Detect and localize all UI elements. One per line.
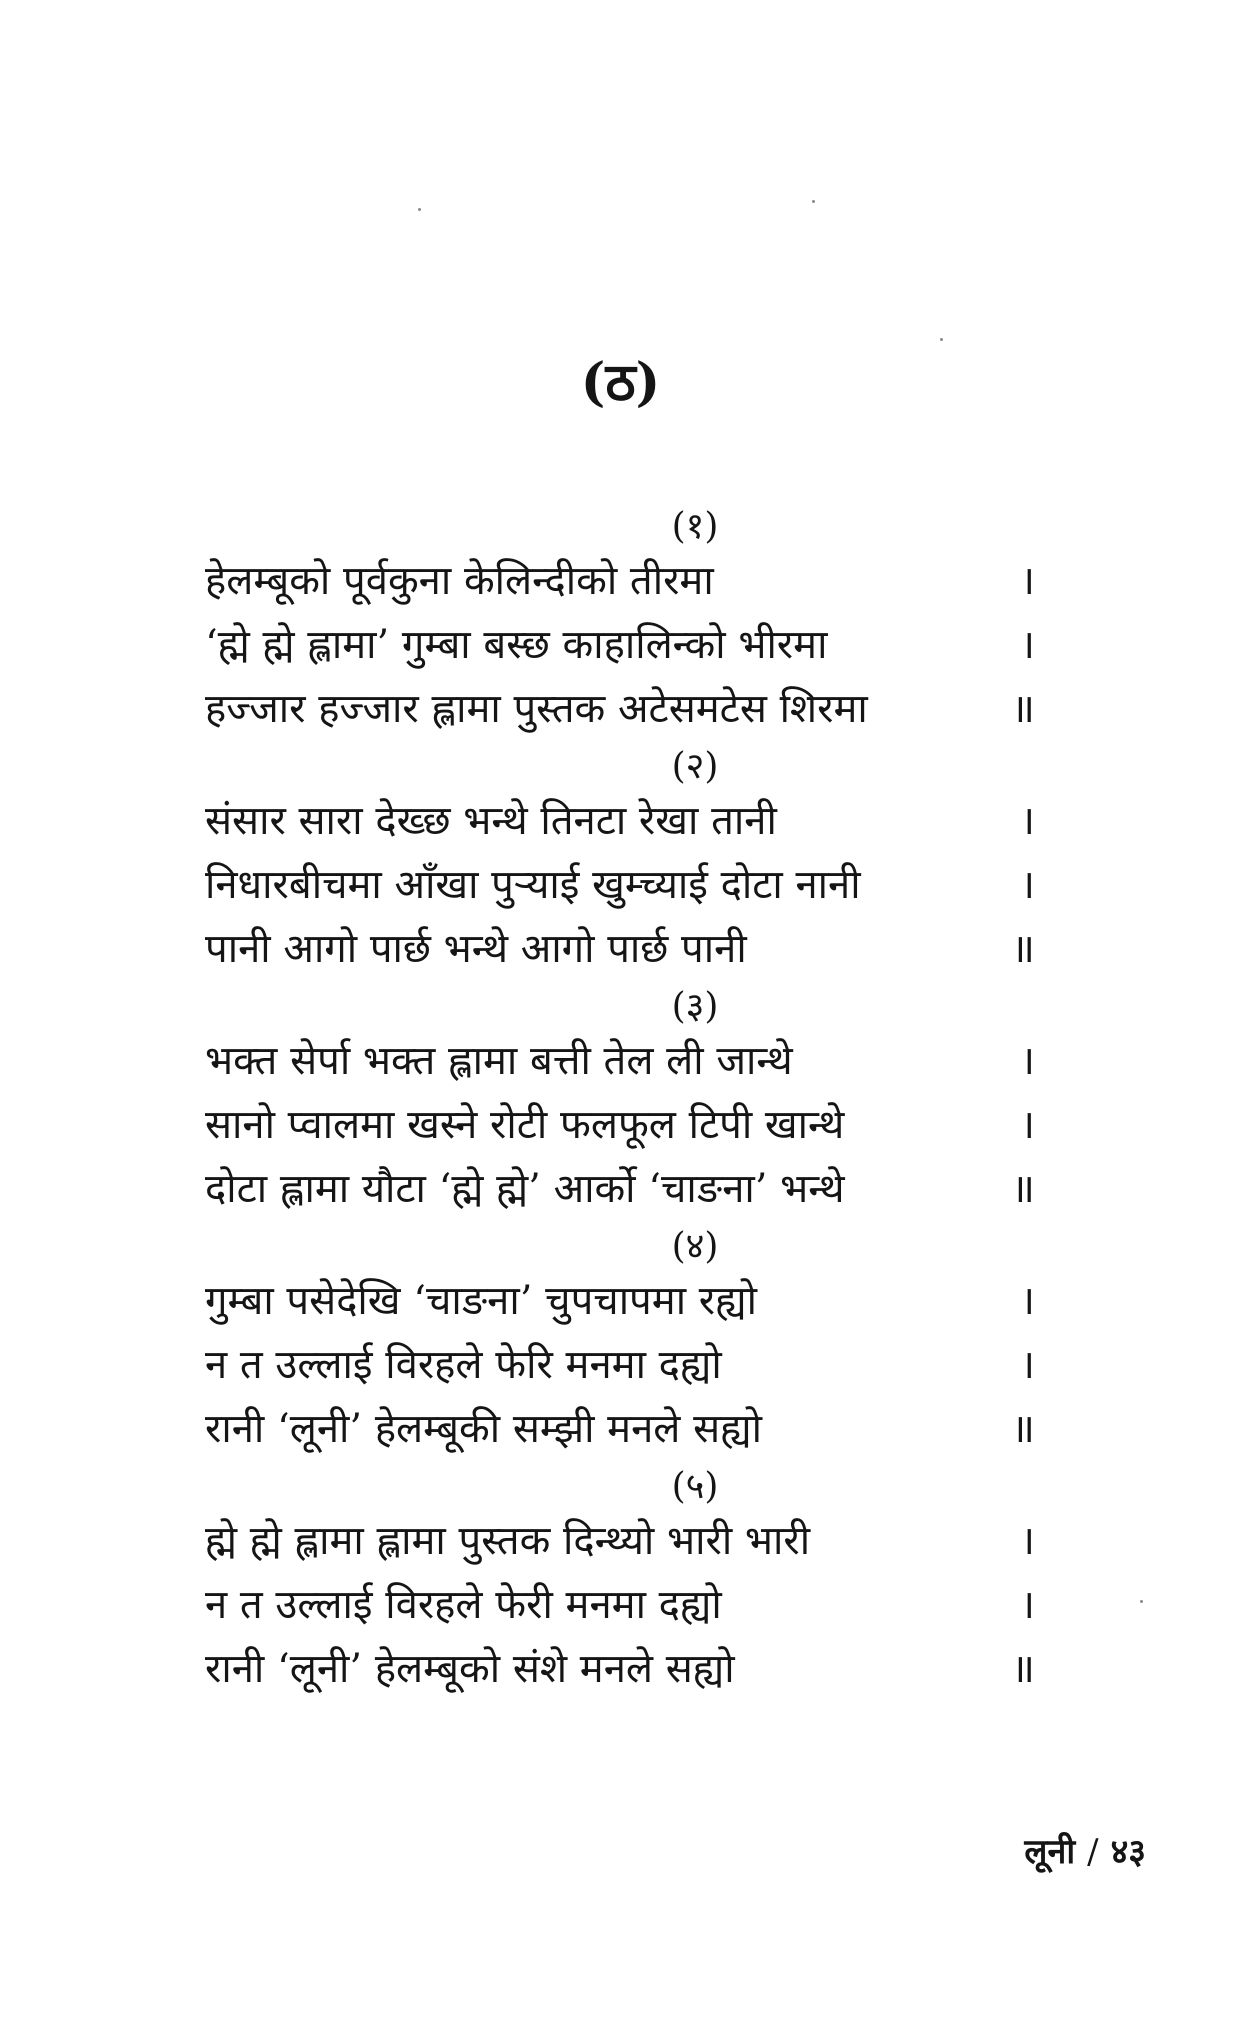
stanza-number: (५) — [671, 1466, 719, 1507]
verse-line — [205, 1093, 1035, 1157]
double-danda-mark: ॥ — [1011, 1646, 1035, 1692]
danda-mark: । — [1019, 1342, 1035, 1388]
verse-line — [205, 917, 1035, 981]
verse-text: भक्त सेर्पा भक्त ह्लामा बत्ती तेल ली जान्थे — [205, 1038, 793, 1084]
double-danda-mark: ॥ — [1011, 1166, 1035, 1212]
danda-mark: । — [1019, 862, 1035, 908]
verse-line — [205, 1637, 1035, 1701]
verse-line — [205, 853, 1035, 917]
danda-mark: । — [1019, 1102, 1035, 1148]
double-danda-mark: ॥ — [1011, 686, 1035, 732]
verse-text: ह्मे ह्मे ह्लामा ह्लामा पुस्तक दिन्थ्यो भारी भारी — [205, 1518, 811, 1564]
verse-text: न त उल्लाई विरहले फेरि मनमा दह्यो — [205, 1342, 722, 1388]
verse-text: पानी आगो पार्छ भन्थे आगो पार्छ पानी — [205, 926, 747, 972]
print-speck — [1140, 1600, 1143, 1603]
verse-text: गुम्बा पसेदेखि ‘चाङना’ चुपचापमा रह्यो — [205, 1278, 757, 1324]
danda-mark: । — [1019, 798, 1035, 844]
verse-text: रानी ‘लूनी’ हेलम्बूकी सम्झी मनले सह्यो — [205, 1406, 763, 1452]
verse-line — [205, 1573, 1035, 1637]
verse-line — [205, 613, 1035, 677]
verse-text: हज्जार हज्जार ह्लामा पुस्तक अटेसमटेस शिरमा — [205, 686, 868, 732]
verse-text: निधारबीचमा आँखा पुऱ्याई खुम्च्याई दोटा नानी — [205, 862, 861, 908]
danda-mark: । — [1019, 1518, 1035, 1564]
stanza-1 — [205, 505, 1035, 741]
verse-text: संसार सारा देख्छ भन्थे तिनटा रेखा तानी — [205, 798, 777, 844]
danda-mark: । — [1019, 558, 1035, 604]
page-number: ४३ — [1110, 1832, 1146, 1872]
verse-text: रानी ‘लूनी’ हेलम्बूको संशे मनले सह्यो — [205, 1646, 735, 1692]
chapter-heading: (ठ) — [580, 352, 661, 413]
double-danda-mark: ॥ — [1011, 926, 1035, 972]
print-speck — [940, 338, 943, 341]
verse-text: दोटा ह्लामा यौटा ‘ह्मे ह्मे’ आर्को ‘चाङना’ भन्थे — [205, 1166, 845, 1212]
stanza-number: (२) — [671, 746, 719, 787]
verse-line — [205, 1397, 1035, 1461]
verse-text: सानो प्वालमा खस्ने रोटी फलफूल टिपी खान्थे — [205, 1102, 845, 1148]
stanza-4 — [205, 1225, 1035, 1461]
danda-mark: । — [1019, 1582, 1035, 1628]
verse-line — [205, 1509, 1035, 1573]
verse-line — [205, 549, 1035, 613]
danda-mark: । — [1019, 1038, 1035, 1084]
print-speck — [812, 200, 815, 203]
running-title: लूनी — [1024, 1832, 1076, 1872]
verse-text: ‘ह्मे ह्मे ह्लामा’ गुम्बा बस्छ काहालिन्को भीरमा — [205, 622, 828, 668]
verse-text: न त उल्लाई विरहले फेरी मनमा दह्यो — [205, 1582, 722, 1628]
danda-mark: । — [1019, 1278, 1035, 1324]
verse-line — [205, 1029, 1035, 1093]
double-danda-mark: ॥ — [1011, 1406, 1035, 1452]
stanza-number: (३) — [671, 986, 719, 1027]
footer-separator: / — [1087, 1832, 1099, 1872]
verse-line — [205, 1157, 1035, 1221]
verse-text: हेलम्बूको पूर्वकुना केलिन्दीको तीरमा — [205, 558, 714, 604]
stanza-3 — [205, 985, 1035, 1221]
stanza-5 — [205, 1465, 1035, 1701]
print-speck — [418, 208, 421, 211]
poem — [205, 505, 1035, 1701]
page-footer — [1024, 1830, 1146, 1874]
verse-line — [205, 1333, 1035, 1397]
verse-line — [205, 789, 1035, 853]
verse-line — [205, 1269, 1035, 1333]
danda-mark: । — [1019, 622, 1035, 668]
stanza-number: (१) — [671, 506, 719, 547]
verse-line — [205, 677, 1035, 741]
stanza-number: (४) — [671, 1226, 719, 1267]
stanza-2 — [205, 745, 1035, 981]
